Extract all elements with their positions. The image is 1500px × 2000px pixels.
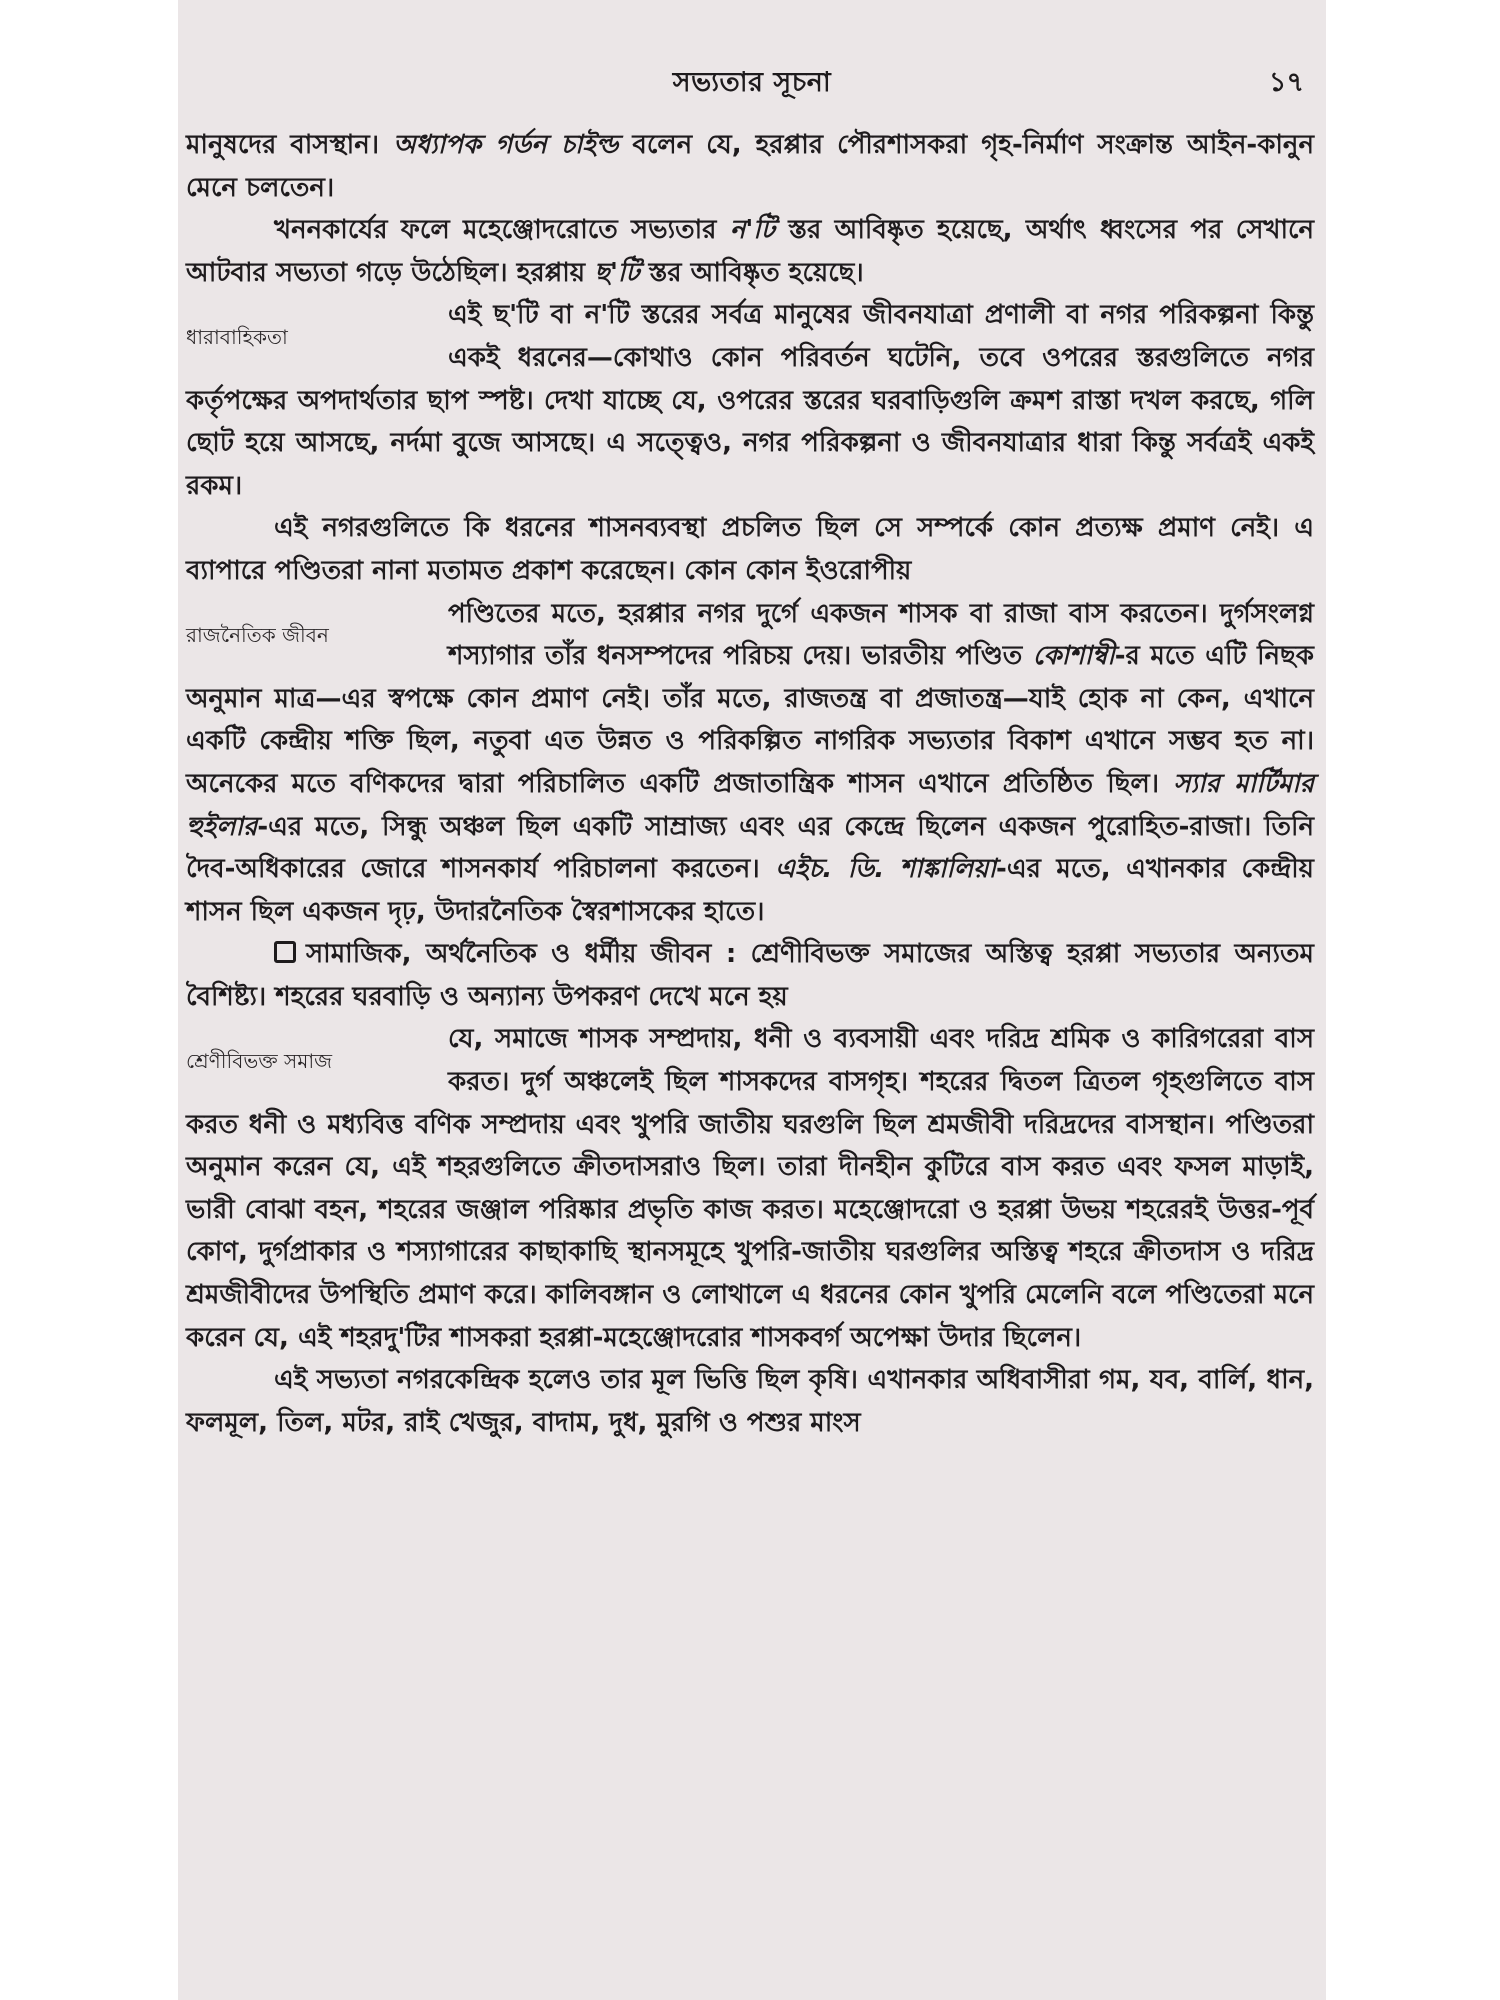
text-run: স্তর আবিষ্কৃত হয়েছে।	[639, 257, 864, 288]
text-run: -র মতে এটি নিছক অনুমান মাত্র—এর স্বপক্ষে কোন প্রমাণ নেই। তাঁর মতে, রাজতন্ত্র বা প্রজাতন্ত্র—যাই হোক না কেন, এখানে একটি কেন্দ্রীয় শক্তি ছিল, নতুবা এত উন্নত ও পরিকল্পিত নাগরিক সভ্যতার বিকাশ এখানে সম্ভব হত না। অনেকের মতে বণিকদের দ্বারা পরিচালিত একটি প্রজাতান্ত্রিক শাসন এখানে প্রতিষ্ঠিত ছিল।	[186, 641, 1314, 799]
text-run: -এর মতে, এখানকার কেন্দ্রীয় শাসন ছিল একজন দৃঢ়, উদারনৈতিক স্বৈরশাসকের হাতে।	[186, 854, 1314, 927]
paragraph-with-side-note	[186, 1018, 1314, 1359]
running-title: সভ্যতার সূচনা	[672, 67, 832, 98]
emphasized-name: এইচ. ডি. শাঙ্কালিয়া	[775, 854, 997, 885]
emphasized-name: অধ্যাপক গর্ডন চাইল্ড	[393, 130, 619, 160]
paragraph: এই ছ'টি বা ন'টি স্তরের সর্বত্র মানুষের জীবনযাত্রা প্রণালী বা নগর পরিকল্পনা কিন্তু একই ধরনের—কোথাও কোন পরিবর্তন ঘটেনি, তবে ওপরের স্তরগুলিতে নগর কর্তৃপক্ষের অপদার্থতার ছাপ স্পষ্ট। দেখা যাচ্ছে যে, ওপরের স্তরের ঘরবাড়িগুলি ক্রমশ রাস্তা দখল করছে, গলি ছোট হয়ে আসছে, নর্দমা বুজে আসছে। এ সত্ত্বেও, নগর পরিকল্পনা ও জীবনযাত্রার ধারা কিন্তু সর্বত্রই একই রকম।	[186, 300, 1314, 501]
paragraph: যে, সমাজে শাসক সম্প্রদায়, ধনী ও ব্যবসায়ী এবং দরিদ্র শ্রমিক ও কারিগরেরা বাস করত। দুর্গ অঞ্চলেই ছিল শাসকদের বাসগৃহ। শহরের দ্বিতল ত্রিতল গৃহগুলিতে বাস করত ধনী ও মধ্যবিত্ত বণিক সম্প্রদায় এবং খুপরি জাতীয় ঘরগুলি ছিল শ্রমজীবী দরিদ্রদের বাসস্থান। পণ্ডিতরা অনুমান করেন যে, এই শহরগুলিতে ক্রীতদাসরাও ছিল। তারা দীনহীন কুটিরে বাস করত এবং ফসল মাড়াই, ভারী বোঝা বহন, শহরের জঞ্জাল পরিষ্কার প্রভৃতি কাজ করত। মহেঞ্জোদরো ও হরপ্পা উভয় শহরেরই উত্তর-পূর্ব কোণ, দুর্গপ্রাকার ও শস্যাগারের কাছাকাছি স্থানসমূহে খুপরি-জাতীয় ঘরগুলির অস্তিত্ব শহরে ক্রীতদাস ও দরিদ্র শ্রমজীবীদের উপস্থিতি প্রমাণ করে। কালিবঙ্গান ও লোথালে এ ধরনের কোন খুপরি মেলেনি বলে পণ্ডিতেরা মনে করেন যে, এই শহরদু'টির শাসকরা হরপ্পা-মহেঞ্জোদরোর শাসকবর্গ অপেক্ষা উদার ছিলেন।	[186, 1024, 1314, 1353]
text-run: বলেন যে, হরপ্পার পৌরশাসকরা গৃহ-নির্মাণ সংক্রান্ত আইন-কানুন মেনে চলতেন।	[186, 130, 1314, 203]
text-run: মানুষদের বাসস্থান।	[186, 130, 394, 160]
book-page	[178, 0, 1326, 2000]
text-run: খননকার্যের ফলে মহেঞ্জোদরোতে সভ্যতার	[274, 215, 730, 246]
text-run: -এর মতে, সিন্ধু অঞ্চল ছিল একটি সাম্রাজ্য এবং এর কেন্দ্রে ছিলেন একজন পুরোহিত-রাজা। তিনি দৈব-অধিকারের জোরে শাসনকার্য পরিচালনা করতেন।	[186, 811, 1314, 885]
paragraph	[186, 209, 1314, 294]
paragraph: এই সভ্যতা নগরকেন্দ্রিক হলেও তার মূল ভিত্তি ছিল কৃষি। এখানকার অধিবাসীরা গম, যব, বার্লি, ধান, ফলমূল, তিল, মটর, রাই খেজুর, বাদাম, দুধ, মুরগি ও পশুর মাংস	[186, 1365, 1314, 1438]
text-run: পণ্ডিতের মতে, হরপ্পার নগর দুর্গে একজন শাসক বা রাজা বাস করতেন। দুর্গসংলগ্ন শস্যাগার তাঁর ধনসম্পদের পরিচয় দেয়। ভারতীয় পণ্ডিত	[448, 598, 1314, 672]
paragraph	[186, 933, 1314, 1018]
paragraph: এই নগরগুলিতে কি ধরনের শাসনব্যবস্থা প্রচলিত ছিল সে সম্পর্কে কোন প্রত্যক্ষ প্রমাণ নেই। এ ব্যাপারে পণ্ডিতরা নানা মতামত প্রকাশ করেছেন। কোন কোন ইওরোপীয়	[186, 513, 1314, 586]
margin-note-political-life: রাজনৈতিক জীবন	[186, 622, 329, 647]
checkbox-square-icon	[274, 941, 296, 963]
section-heading: সামাজিক, অর্থনৈতিক ও ধর্মীয় জীবন :	[306, 939, 737, 970]
emphasized-name: কোশাম্বী	[1032, 641, 1115, 672]
text-run: শ্রেণীবিভক্ত সমাজের অস্তিত্ব হরপ্পা সভ্যতার অন্যতম বৈশিষ্ট্য। শহরের ঘরবাড়ি ও অন্যান্য উপকরণ দেখে মনে হয়	[186, 939, 1314, 1012]
text-run: স্তর আবিষ্কৃত হয়েছে, অর্থাৎ ধ্বংসের পর সেখানে আটবার সভ্যতা গড়ে উঠেছিল। হরপ্পায়	[186, 215, 1314, 288]
paragraph	[186, 124, 1314, 209]
margin-note-class-society: শ্রেণীবিভক্ত সমাজ	[186, 1048, 333, 1073]
emphasized-term: ছ'টি	[594, 257, 640, 288]
paragraph-with-side-note	[186, 294, 1314, 507]
margin-note-continuity: ধারাবাহিকতা	[186, 324, 288, 349]
page-number: ১৭	[1268, 67, 1304, 98]
emphasized-term: ন'টি	[729, 215, 775, 246]
page-header	[178, 62, 1326, 112]
paragraph-with-side-note	[186, 593, 1314, 934]
emphasized-name: স্যার মার্টিমার হুইলার	[186, 768, 1314, 842]
body-text	[186, 124, 1314, 1444]
